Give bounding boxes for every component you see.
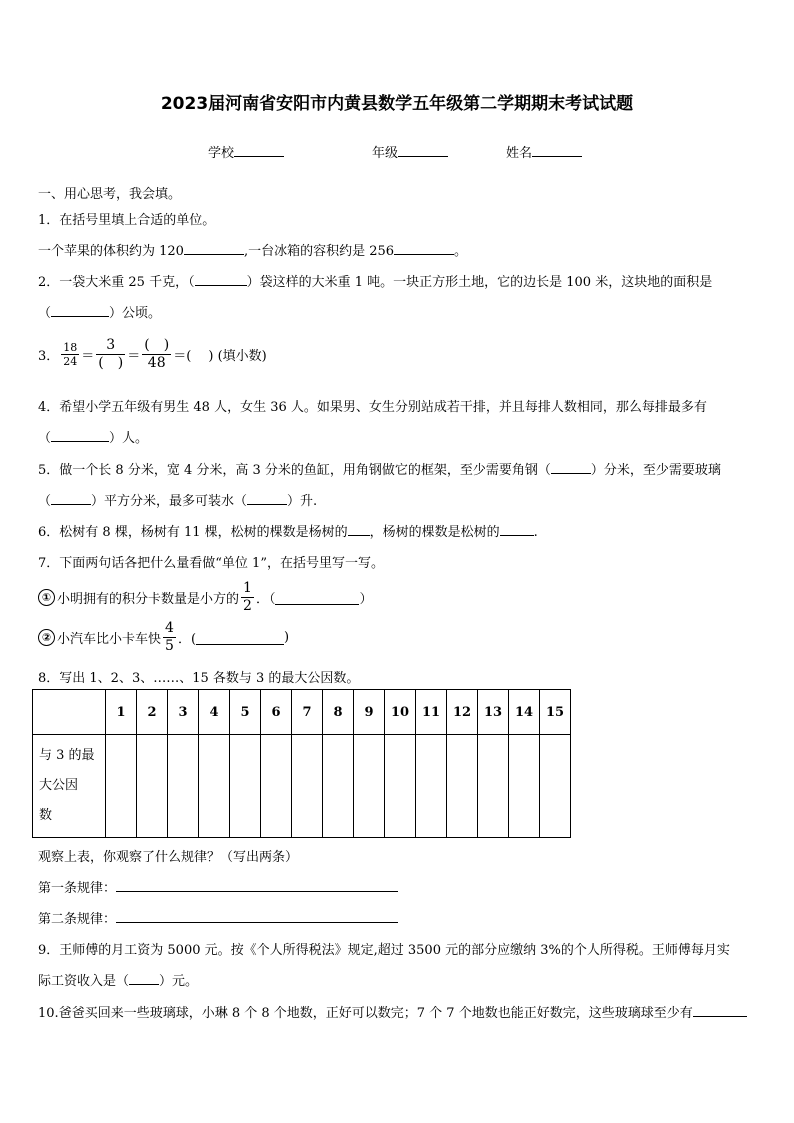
answer-cell[interactable] bbox=[323, 735, 354, 838]
gcd-table bbox=[32, 689, 571, 838]
fraction-18-24: $\frac{18}{24}$ bbox=[63, 341, 78, 368]
table-col-header: 11 bbox=[416, 690, 447, 735]
answer-blank[interactable] bbox=[394, 241, 454, 255]
question-7: 7．下面两句话各把什么量看做“单位 1”，在括号里写一写。 bbox=[38, 556, 384, 571]
question-2: 2．一袋大米重 25 千克，（ ）袋这样的大米重 1 吨。一块正方形土地，它的边长是 100 米，这块地的面积是 bbox=[38, 271, 712, 290]
table-col-header: 13 bbox=[478, 690, 509, 735]
answer-cell[interactable] bbox=[478, 735, 509, 838]
fraction-4-5: $\frac{4}{5}$ bbox=[165, 620, 174, 654]
rule-2: 第二条规律： bbox=[38, 908, 398, 927]
section-heading: 一、用心思考，我会填。 bbox=[38, 187, 182, 202]
answer-blank[interactable] bbox=[348, 522, 370, 536]
table-col-header: 12 bbox=[447, 690, 478, 735]
fraction-blank-48: $\frac{( )}{48}$ bbox=[144, 337, 170, 371]
answer-cell[interactable] bbox=[199, 735, 230, 838]
answer-blank[interactable] bbox=[116, 909, 398, 923]
observe-prompt: 观察上表，你观察了什么规律？（写出两条） bbox=[38, 850, 299, 865]
question-1: 1．在括号里填上合适的单位。 bbox=[38, 213, 216, 228]
answer-blank[interactable] bbox=[51, 428, 109, 442]
answer-cell[interactable] bbox=[137, 735, 168, 838]
question-7-item-1: ① 小明拥有的积分卡数量是小方的 $\frac{1}{2}$ ．（ ） bbox=[38, 580, 372, 615]
answer-cell[interactable] bbox=[509, 735, 540, 838]
table-col-header: 7 bbox=[292, 690, 323, 735]
answer-blank[interactable] bbox=[184, 241, 244, 255]
answer-blank[interactable] bbox=[51, 491, 91, 505]
circled-number: ① bbox=[38, 589, 55, 606]
question-9: 9．王师傅的月工资为 5000 元。按《个人所得税法》规定,超过 3500 元的部分应缴纳 3%的个人所得税。王师傅每月实 bbox=[38, 943, 730, 958]
grade-field: 年级 bbox=[372, 142, 448, 161]
question-6: 6．松树有 8 棵，杨树有 11 棵，松树的棵数是杨树的 ，杨树的棵数是松树的 . bbox=[38, 521, 538, 540]
table-col-header: 15 bbox=[540, 690, 571, 735]
table-col-header: 4 bbox=[199, 690, 230, 735]
table-col-header: 2 bbox=[137, 690, 168, 735]
question-2-cont: （ ）公顷。 bbox=[38, 302, 161, 321]
table-header-row bbox=[33, 690, 571, 735]
question-1-line: 一个苹果的体积约为 120 ,一台冰箱的容积约是 256 。 bbox=[38, 240, 467, 259]
answer-cell[interactable] bbox=[447, 735, 478, 838]
answer-blank[interactable] bbox=[196, 631, 284, 645]
answer-blank[interactable] bbox=[275, 591, 359, 605]
table-col-header: 3 bbox=[168, 690, 199, 735]
answer-cell[interactable] bbox=[385, 735, 416, 838]
fraction-3-blank: $\frac{3}{( )}$ bbox=[98, 337, 124, 371]
name-blank[interactable] bbox=[532, 143, 582, 157]
answer-cell[interactable] bbox=[230, 735, 261, 838]
answer-blank[interactable] bbox=[51, 303, 109, 317]
answer-cell[interactable] bbox=[261, 735, 292, 838]
question-7-item-2: ② 小汽车比小卡车快 $\frac{4}{5}$ ．( ) bbox=[38, 620, 289, 655]
answer-blank[interactable] bbox=[500, 522, 534, 536]
table-corner-cell bbox=[33, 690, 106, 735]
question-8: 8．写出 1、2、3、……、15 各数与 3 的最大公因数。 bbox=[38, 671, 360, 686]
answer-cell[interactable] bbox=[540, 735, 571, 838]
answer-cell[interactable] bbox=[106, 735, 137, 838]
school-blank[interactable] bbox=[234, 143, 284, 157]
question-5-cont: （ ）平方分米，最多可装水（ ）升. bbox=[38, 490, 317, 509]
answer-cell[interactable] bbox=[416, 735, 447, 838]
answer-blank[interactable] bbox=[551, 460, 591, 474]
table-col-header: 14 bbox=[509, 690, 540, 735]
answer-cell[interactable] bbox=[168, 735, 199, 838]
school-field: 学校 bbox=[208, 142, 284, 161]
row-label: 与 3 的最 大公因 数 bbox=[33, 735, 106, 838]
table-col-header: 9 bbox=[354, 690, 385, 735]
answer-blank[interactable] bbox=[116, 878, 398, 892]
answer-blank[interactable] bbox=[129, 971, 159, 985]
answer-blank[interactable] bbox=[693, 1003, 747, 1017]
question-10: 10.爸爸买回来一些玻璃球，小琳 8 个 8 个地数，正好可以数完；7 个 7 个地数也能正好数完，这些玻璃球至少有 bbox=[38, 1002, 747, 1021]
table-col-header: 6 bbox=[261, 690, 292, 735]
answer-blank[interactable] bbox=[195, 272, 247, 286]
table-col-header: 5 bbox=[230, 690, 261, 735]
answer-cell[interactable] bbox=[354, 735, 385, 838]
question-4: 4．希望小学五年级有男生 48 人，女生 36 人。如果男、女生分别站成若干排，并且每排人数相同，那么每排最多有 bbox=[38, 400, 707, 415]
fraction-1-2: $\frac{1}{2}$ bbox=[243, 580, 252, 614]
answer-blank[interactable] bbox=[247, 491, 287, 505]
name-field: 姓名 bbox=[506, 142, 582, 161]
grade-blank[interactable] bbox=[398, 143, 448, 157]
question-9-cont: 际工资收入是（ ）元。 bbox=[38, 970, 198, 989]
table-row bbox=[33, 735, 571, 838]
answer-cell[interactable] bbox=[292, 735, 323, 838]
question-3: 3． $\frac{18}{24}$ ＝ $\frac{3}{( )}$ ＝ $\frac{( )}{48}$ ＝( ) (填小数) bbox=[38, 337, 267, 371]
table-col-header: 10 bbox=[385, 690, 416, 735]
table-col-header: 8 bbox=[323, 690, 354, 735]
circled-number: ② bbox=[38, 629, 55, 646]
rule-1: 第一条规律： bbox=[38, 877, 398, 896]
question-5: 5．做一个长 8 分米，宽 4 分米，高 3 分米的鱼缸，用角钢做它的框架，至少需要角钢（ ）分米，至少需要玻璃 bbox=[38, 459, 721, 478]
page-title: 2023届河南省安阳市内黄县数学五年级第二学期期末考试试题 bbox=[160, 94, 634, 114]
table-col-header: 1 bbox=[106, 690, 137, 735]
question-4-cont: （ ）人。 bbox=[38, 427, 148, 446]
